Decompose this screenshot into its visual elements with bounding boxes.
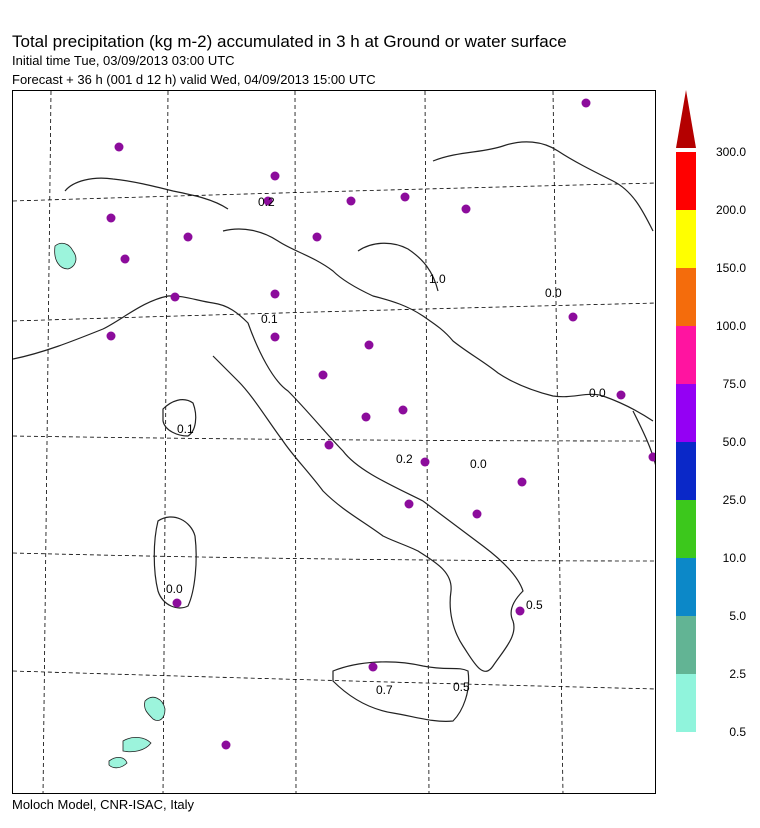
station-dot (107, 332, 116, 341)
station-value-label: 0.7 (376, 683, 393, 697)
forecast-valid-time: Forecast + 36 h (001 d 12 h) valid Wed, 04/09/2013 15:00 UTC (12, 72, 376, 87)
legend-swatch-4 (676, 442, 696, 500)
station-value-labels (166, 195, 606, 697)
legend-swatches (676, 152, 696, 732)
map-canvas (13, 91, 656, 794)
legend-swatch-9 (676, 152, 696, 210)
station-dot (271, 333, 280, 342)
legend-swatch-8 (676, 210, 696, 268)
legend-level-9: 200.0 (715, 203, 746, 217)
legend-level-10: 300.0 (715, 145, 746, 159)
legend-level-2: 5.0 (729, 609, 746, 623)
station-dot (649, 453, 657, 462)
station-dot (222, 741, 231, 750)
legend-top-arrow (676, 90, 696, 148)
station-dot (369, 663, 378, 672)
station-value-label: 0.0 (166, 582, 183, 596)
legend-level-7: 100.0 (715, 319, 746, 333)
station-dot (516, 607, 525, 616)
legend-swatch-5 (676, 384, 696, 442)
legend-swatch-3 (676, 500, 696, 558)
station-dot (319, 371, 328, 380)
legend-swatch-2 (676, 558, 696, 616)
legend-colorbar (676, 90, 756, 750)
legend-level-5: 50.0 (722, 435, 746, 449)
station-dot (325, 441, 334, 450)
map-title: Total precipitation (kg m-2) accumulated in 3 h at Ground or water surface (12, 32, 567, 51)
station-dot (405, 500, 414, 509)
station-value-label: 0.2 (396, 452, 413, 466)
station-value-label: 0.0 (545, 286, 562, 300)
station-dot (313, 233, 322, 242)
station-dot (121, 255, 130, 264)
station-value-label: 0.2 (258, 195, 275, 209)
station-dot (171, 293, 180, 302)
legend-level-labels (716, 145, 746, 739)
precipitation-map (12, 90, 656, 794)
station-dot (184, 233, 193, 242)
station-value-label: 1.0 (429, 272, 446, 286)
station-dot (107, 214, 116, 223)
station-dot (362, 413, 371, 422)
station-dot (173, 599, 182, 608)
legend-swatch-7 (676, 268, 696, 326)
light-precip-areas (55, 243, 165, 768)
station-dot (271, 290, 280, 299)
legend-level-4: 25.0 (722, 493, 746, 507)
station-dot (399, 406, 408, 415)
station-value-label: 0.0 (470, 457, 487, 471)
station-dot (271, 172, 280, 181)
station-dot (421, 458, 430, 467)
legend-swatch-6 (676, 326, 696, 384)
station-dot (347, 197, 356, 206)
station-dot (518, 478, 527, 487)
station-dot (569, 313, 578, 322)
station-dot (582, 99, 591, 108)
station-value-label: 0.1 (261, 312, 278, 326)
precip-legend (676, 90, 756, 750)
station-dot (617, 391, 626, 400)
station-dot (462, 205, 471, 214)
legend-level-8: 150.0 (715, 261, 746, 275)
station-dot (365, 341, 374, 350)
station-value-label: 0.5 (526, 598, 543, 612)
station-dot (401, 193, 410, 202)
legend-swatch-0 (676, 674, 696, 732)
station-value-label: 0.5 (453, 680, 470, 694)
station-value-label: 0.0 (589, 386, 606, 400)
initial-time: Initial time Tue, 03/09/2013 03:00 UTC (12, 53, 235, 68)
legend-swatch-1 (676, 616, 696, 674)
model-credit: Moloch Model, CNR-ISAC, Italy (12, 797, 195, 812)
coastlines (13, 142, 656, 721)
legend-level-1: 2.5 (729, 667, 746, 681)
legend-level-6: 75.0 (722, 377, 746, 391)
legend-level-0: 0.5 (729, 725, 746, 739)
station-value-label: 0.1 (177, 422, 194, 436)
station-dot (473, 510, 482, 519)
legend-level-3: 10.0 (722, 551, 746, 565)
station-dot (115, 143, 124, 152)
